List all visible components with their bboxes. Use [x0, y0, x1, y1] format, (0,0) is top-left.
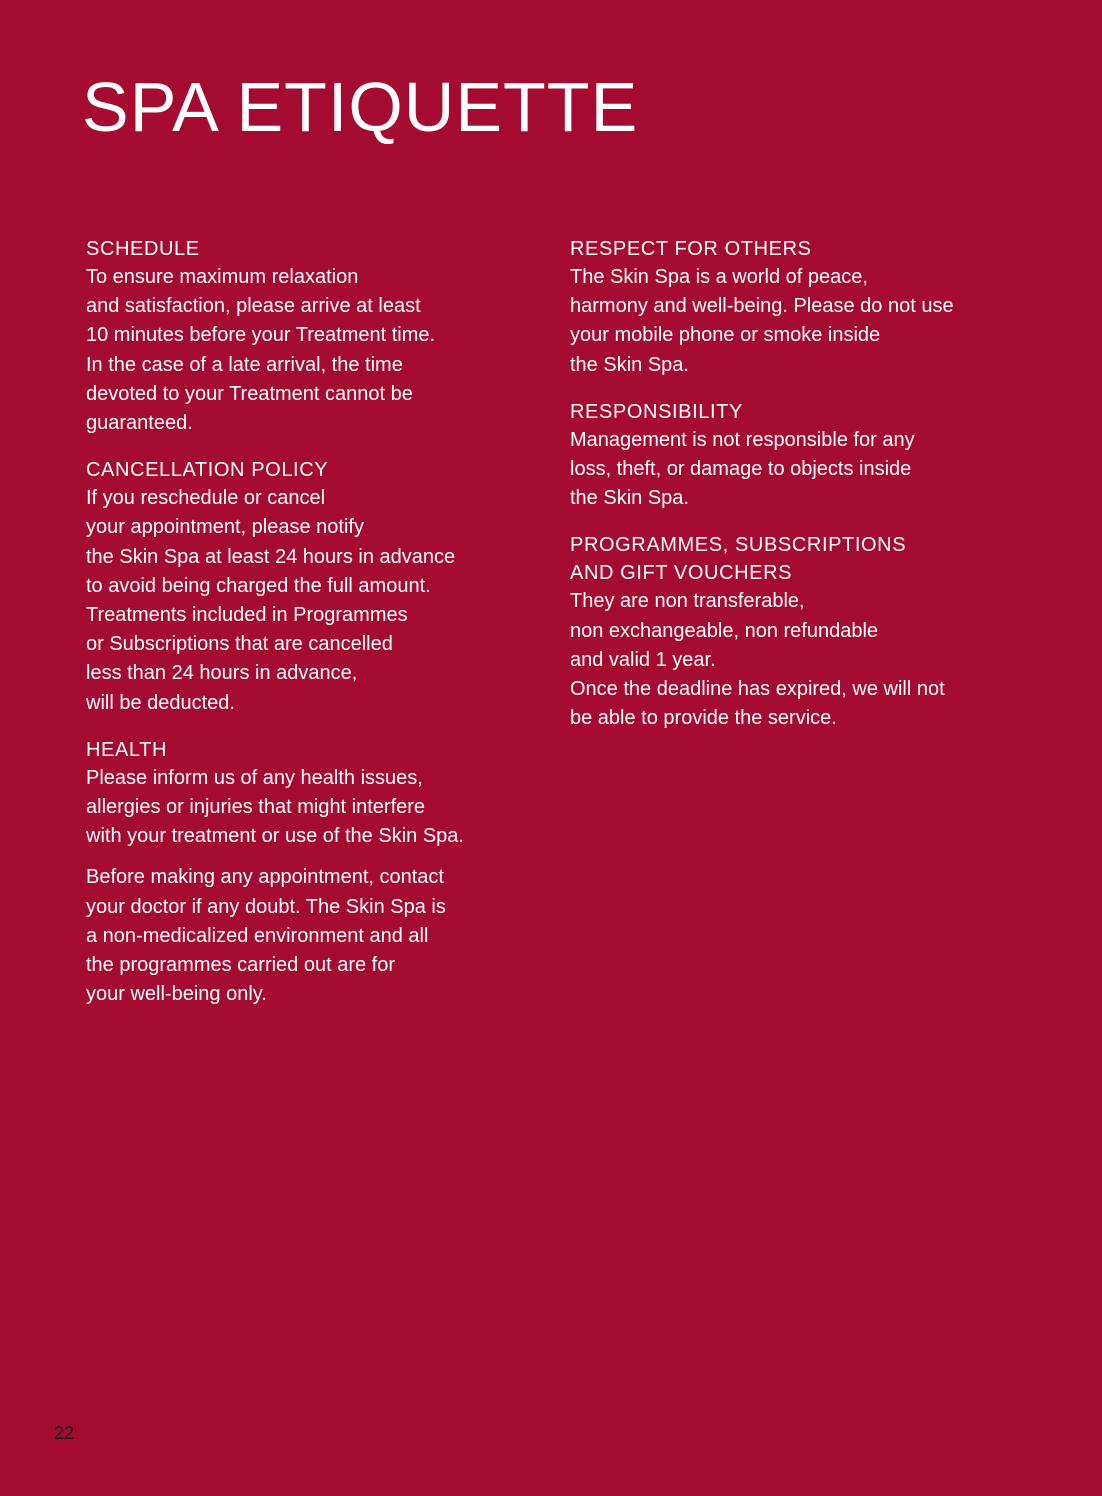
section-health — [86, 736, 536, 1010]
text-line: or Subscriptions that are cancelled — [86, 633, 393, 656]
section-heading — [86, 456, 536, 484]
text-line: Treatments included in Programmes — [86, 604, 408, 627]
text-line: the programmes carried out are for — [86, 954, 396, 977]
text-line: be able to provide the service. — [570, 707, 837, 730]
paragraph — [86, 863, 536, 1009]
text-line: loss, theft, or damage to objects inside — [570, 458, 912, 481]
paragraph — [86, 263, 536, 438]
section-body — [86, 484, 536, 718]
paragraph — [570, 426, 1040, 514]
text-line: a non-medicalized environment and all — [86, 924, 429, 947]
text-line: the Skin Spa. — [570, 487, 689, 510]
right-column — [570, 235, 1040, 751]
text-line: 10 minutes before your Treatment time. — [86, 324, 436, 347]
paragraph — [570, 263, 1040, 380]
section-body — [86, 263, 536, 438]
text-line: Before making any appointment, contact — [86, 866, 444, 889]
section-respect-for-others — [570, 235, 1040, 380]
page-number: 22 — [54, 1423, 75, 1443]
section-heading — [86, 736, 536, 764]
text-line: Please inform us of any health issues, — [86, 766, 423, 789]
text-line: allergies or injuries that might interfere — [86, 796, 426, 819]
paragraph — [570, 587, 1040, 733]
text-line: with your treatment or use of the Skin Spa. — [86, 825, 464, 848]
section-programmes-subscriptions-and-gift-vouchers — [570, 531, 1040, 733]
text-line: non exchangeable, non refundable — [570, 619, 879, 642]
text-line: and satisfaction, please arrive at least — [86, 295, 421, 318]
heading-line: RESPONSIBILITY — [570, 400, 743, 423]
section-body — [570, 426, 1040, 514]
section-body — [570, 263, 1040, 380]
section-cancellation-policy — [86, 456, 536, 718]
text-line: less than 24 hours in advance, — [86, 662, 358, 685]
heading-line: SCHEDULE — [86, 238, 200, 260]
text-line: to avoid being charged the full amount. — [86, 574, 431, 597]
text-line: They are non transferable, — [570, 590, 805, 613]
left-column — [86, 235, 536, 1027]
text-line: your mobile phone or smoke inside — [570, 324, 881, 347]
text-line: guaranteed. — [86, 412, 193, 435]
text-line: To ensure maximum relaxation — [86, 266, 359, 288]
text-line: and valid 1 year. — [570, 648, 716, 671]
text-line: Once the deadline has expired, we will not — [570, 678, 945, 701]
text-line: If you reschedule or cancel — [86, 487, 326, 510]
section-heading — [86, 235, 536, 263]
heading-line: AND GIFT VOUCHERS — [570, 562, 793, 585]
text-line: In the case of a late arrival, the time — [86, 353, 403, 376]
heading-line: CANCELLATION POLICY — [86, 459, 329, 482]
text-line: your well-being only. — [86, 983, 267, 1006]
text-line: will be deducted. — [86, 691, 235, 714]
section-heading — [570, 398, 1040, 426]
section-schedule — [86, 235, 536, 438]
text-line: your appointment, please notify — [86, 516, 364, 539]
section-body — [86, 764, 536, 1010]
text-line: the Skin Spa. — [570, 353, 689, 376]
page-title: SPA ETIQUETTE — [82, 68, 639, 146]
text-line: devoted to your Treatment cannot be — [86, 382, 413, 405]
section-heading — [570, 235, 1040, 263]
text-line: The Skin Spa is a world of peace, — [570, 266, 868, 288]
paragraph — [86, 764, 536, 852]
paragraph — [86, 484, 536, 718]
text-line: the Skin Spa at least 24 hours in advance — [86, 545, 456, 568]
text-line: Management is not responsible for any — [570, 428, 915, 451]
heading-line: PROGRAMMES, SUBSCRIPTIONS — [570, 534, 907, 557]
section-responsibility — [570, 398, 1040, 514]
section-heading — [570, 531, 1040, 587]
heading-line: HEALTH — [86, 738, 168, 761]
heading-line: RESPECT FOR OTHERS — [570, 238, 812, 260]
text-line: your doctor if any doubt. The Skin Spa is — [86, 895, 446, 918]
text-line: harmony and well-being. Please do not use — [570, 295, 954, 318]
section-body — [570, 587, 1040, 733]
